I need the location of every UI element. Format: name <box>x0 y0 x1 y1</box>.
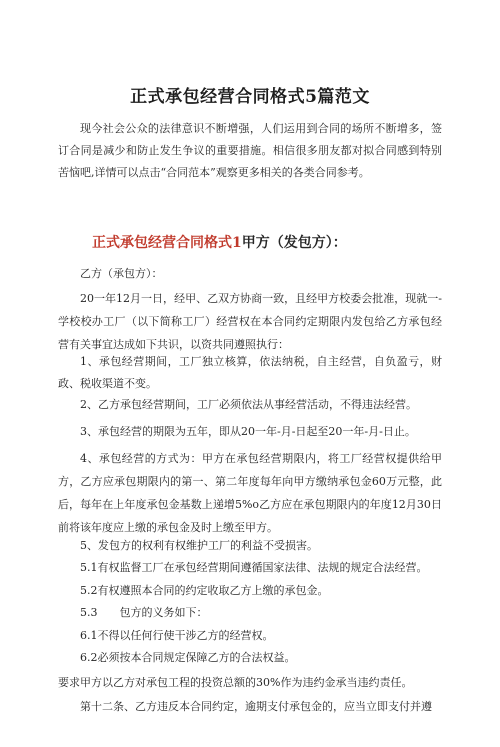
penalty-paragraph: 要求甲方以乙方对承包工程的投资总额的30%作为违约金承当违约责任。 <box>58 676 413 689</box>
page-title: 正式承包经营合同格式5篇范文 <box>130 87 370 107</box>
contract-heading-title: 正式承包经营合同格式1 <box>92 235 242 251</box>
preamble-paragraph: 20一年12月一日，经甲、乙双方协商一致，且经甲方校委会批准，现就一-学校校办工厂（以下简称工厂）经营权在本合同约定期限内发包给乙方承包经营有关事宜达成如下共识，以资共同遵照执行： <box>58 292 442 351</box>
clause-6-1: 6.1不得以任何行使干涉乙方的经营权。 <box>80 629 274 642</box>
clause-5: 5、发包方的权利有权维护工厂的利益不受损害。 <box>80 539 318 552</box>
clause-4: 4、承包经营的方式为：甲方在承包经营期限内，将工厂经营权提供给甲方，乙方应承包期限内的第一、第二年度每年向甲方缴纳承包金60万元整，此后，每年在上年度承包金基数上递增5%o乙方应在承包期限内的年度12月30日前将该年度应上缴的承包金及时上缴至甲方。 <box>58 452 442 534</box>
clause-6-2: 6.2必须按本合同规定保障乙方的合法权益。 <box>80 651 296 664</box>
clause-3: 3、承包经营的期限为五年，即从20一年-月-日起至20一年-月-日止。 <box>80 425 416 438</box>
contract-heading-party: 甲方（发包方）： <box>241 235 347 251</box>
article-12: 第十二条、乙方违反本合同约定，逾期支付承包金的，应当立即支付并遵 <box>80 700 432 713</box>
party-b-line: 乙方（承包方）： <box>80 267 163 280</box>
clause-5-2: 5.2有权遵照本合同的约定收取乙方上缴的承包金。 <box>80 584 329 597</box>
clause-5-3: 5.3 包方的义务如下： <box>80 606 208 619</box>
clause-2: 2、乙方承包经营期间，工厂必须依法从事经营活动，不得违法经营。 <box>80 398 417 411</box>
contract-heading <box>92 232 347 252</box>
intro-paragraph: 现今社会公众的法律意识不断增强，人们运用到合同的场所不断增多，签订合同是减少和防止发生争议的重要措施。相信很多朋友都对拟合同感到特别苦恼吧,详情可以点击“合同范本”观察更多相关的各类合同参考。 <box>58 122 442 179</box>
clause-1: 1、承包经营期间，工厂独立核算，依法纳税，自主经营，自负盈亏，财政、税收渠道不变。 <box>58 355 442 390</box>
clause-5-1: 5.1有权监督工厂在承包经营期间遵循国家法律、法规的规定合法经营。 <box>80 561 428 574</box>
